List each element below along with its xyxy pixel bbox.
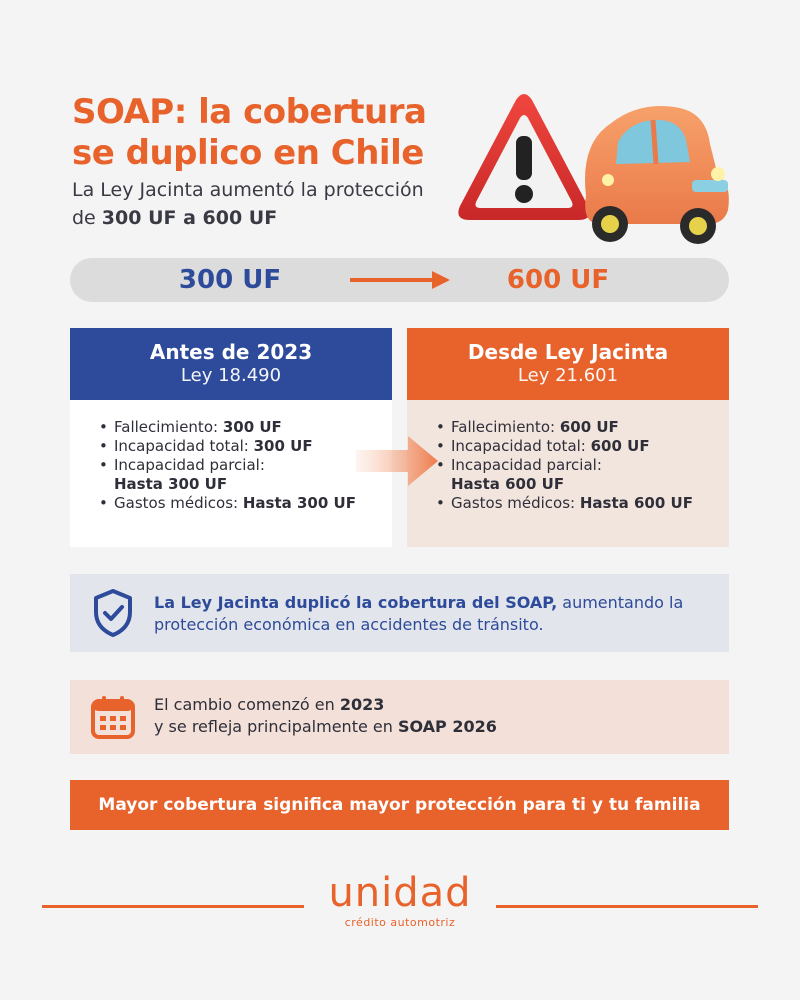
info-callout <box>70 574 729 652</box>
list-item: • Incapacidad parcial: Hasta 300 UF <box>114 456 392 494</box>
list-item: • Fallecimiento: 300 UF <box>114 418 392 437</box>
after-card-body <box>407 400 729 547</box>
shield-check-icon <box>92 588 134 638</box>
after-card-law: Ley 21.601 <box>517 365 619 386</box>
after-card-header <box>407 328 729 400</box>
before-coverage-list <box>114 418 392 513</box>
comparison-pill <box>70 258 729 302</box>
footer-divider-left <box>42 905 304 908</box>
before-card-body <box>70 400 392 547</box>
footer-divider-right <box>496 905 758 908</box>
subtitle-highlight: 300 UF a 600 UF <box>101 207 278 229</box>
page-subtitle <box>72 176 452 232</box>
subtitle-text: La Ley Jacinta aumentó la protección de <box>72 179 424 229</box>
brand-logo: unidad <box>328 870 472 916</box>
warning-triangle-icon <box>458 94 589 220</box>
after-card-title: Desde Ley Jacinta <box>467 340 669 364</box>
list-item: • Incapacidad total: 300 UF <box>114 437 392 456</box>
cta-banner: Mayor cobertura significa mayor protección para ti y tu familia <box>70 780 729 830</box>
warning-car-illustration <box>448 84 738 254</box>
gradient-arrow-icon <box>356 436 438 486</box>
list-item: • Incapacidad parcial: Hasta 600 UF <box>451 456 729 494</box>
toy-car-icon <box>585 106 729 244</box>
list-item: • Fallecimiento: 600 UF <box>451 418 729 437</box>
before-card-title: Antes de 2023 <box>149 340 313 364</box>
brand-tagline: crédito automotriz <box>344 916 456 929</box>
old-coverage-value: 300 UF <box>178 265 282 295</box>
list-item: • Incapacidad total: 600 UF <box>451 437 729 456</box>
arrow-right-icon <box>350 268 450 292</box>
calendar-icon <box>90 694 136 740</box>
date-callout <box>70 680 729 754</box>
before-card-header <box>70 328 392 400</box>
before-card-law: Ley 18.490 <box>180 365 282 386</box>
list-item: • Gastos médicos: Hasta 300 UF <box>114 494 392 513</box>
date-text: El cambio comenzó en 2023 y se refleja principalmente en SOAP 2026 <box>154 695 497 736</box>
page-title: SOAP: la cobertura se duplico en Chile <box>72 92 427 173</box>
info-text: La Ley Jacinta duplicó la cobertura del SOAP, aumentando la protección económica en accidentes de tránsito. <box>154 593 684 634</box>
after-coverage-list <box>451 418 729 513</box>
list-item: • Gastos médicos: Hasta 600 UF <box>451 494 729 513</box>
new-coverage-value: 600 UF <box>506 265 610 295</box>
